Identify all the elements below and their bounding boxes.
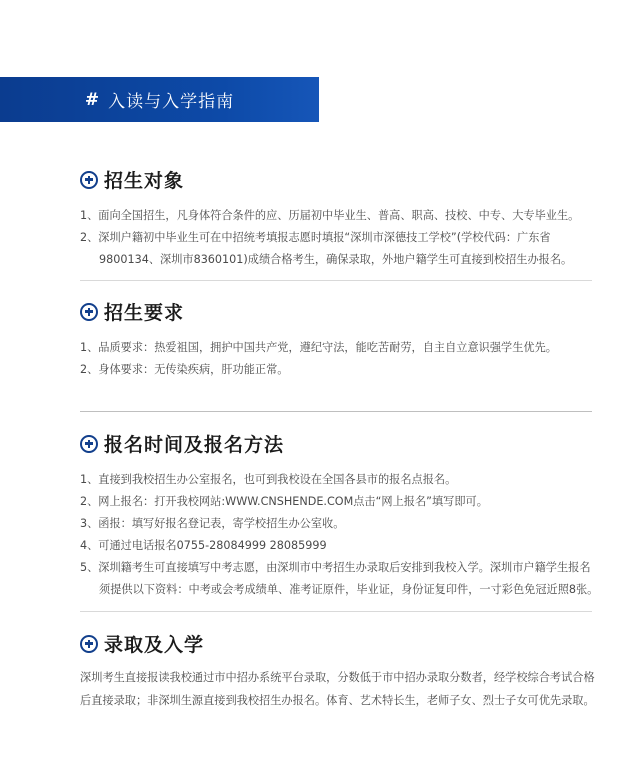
list-item [80, 513, 600, 535]
list-item [80, 491, 600, 513]
section-heading [80, 430, 600, 457]
section-title: 招生对象 [104, 170, 185, 192]
list-item [80, 205, 600, 227]
section-heading [80, 298, 600, 325]
section-heading [80, 166, 600, 193]
item-text: 2、身体要求：无传染疾病，肝功能正常。 [80, 363, 289, 376]
hash-mark: # [84, 89, 101, 110]
list-item [80, 359, 600, 381]
banner-title: 入读与入学指南 [108, 92, 235, 112]
item-text-continued: 须提供以下资料：中考或会考成绩单、准考证原件，毕业证，身份证复印件，一寸彩色免冠近照8张。 [99, 583, 599, 596]
paragraph-line: 后直接录取；非深圳生源直接到我校招生办报名。体育、艺术特长生，老师子女、烈士子女可优先录取。 [80, 694, 595, 707]
item-text: 1、品质要求：热爱祖国，拥护中国共产党，遵纪守法，能吃苦耐劳，自主自立意识强学生优先。 [80, 341, 557, 354]
section-registration-method [80, 430, 600, 601]
item-text: 1、直接到我校招生办公室报名，也可到我校设在全国各县市的报名点报名。 [80, 473, 457, 486]
section-paragraph [80, 666, 600, 712]
plus-circle-icon [80, 303, 98, 321]
section-heading [80, 630, 600, 657]
section-banner [0, 77, 319, 122]
divider [80, 411, 592, 412]
item-list [80, 469, 600, 601]
section-enrollment-target [80, 166, 600, 271]
item-text-continued: 9800134、深圳市8360101)成绩合格考生，确保录取，外地户籍学生可直接到校招生办报名。 [99, 253, 573, 266]
divider [80, 280, 592, 281]
item-list [80, 205, 600, 271]
section-enrollment-requirements [80, 298, 600, 381]
list-item [80, 337, 600, 359]
item-list [80, 337, 600, 381]
section-title: 招生要求 [104, 302, 185, 324]
section-title: 报名时间及报名方法 [104, 434, 285, 456]
plus-circle-icon [80, 435, 98, 453]
section-admission [80, 630, 600, 712]
item-text: 4、可通过电话报名0755-28084999 28085999 [80, 539, 327, 552]
list-item [80, 557, 600, 601]
section-title: 录取及入学 [104, 634, 205, 656]
item-text: 1、面向全国招生，凡身体符合条件的应、历届初中毕业生、普高、职高、技校、中专、大专毕业生。 [80, 209, 580, 222]
paragraph-line: 深圳考生直接报读我校通过市中招办系统平台录取，分数低于市中招办录取分数者，经学校综合考试合格 [80, 671, 595, 684]
divider [80, 611, 592, 612]
item-text: 3、函报：填写好报名登记表，寄学校招生办公室收。 [80, 517, 345, 530]
item-text: 2、网上报名：打开我校网站:WWW.CNSHENDE.COM点击“网上报名”填写即可。 [80, 495, 488, 508]
item-text: 2、深圳户籍初中毕业生可在中招统考填报志愿时填报“深圳市深德技工学校”(学校代码：广东省 [80, 231, 551, 244]
list-item [80, 227, 600, 271]
list-item [80, 535, 600, 557]
list-item [80, 469, 600, 491]
plus-circle-icon [80, 635, 98, 653]
item-text: 5、深圳籍考生可直接填写中考志愿，由深圳市中考招生办录取后安排到我校入学。深圳市户籍学生报名 [80, 561, 591, 574]
plus-circle-icon [80, 171, 98, 189]
